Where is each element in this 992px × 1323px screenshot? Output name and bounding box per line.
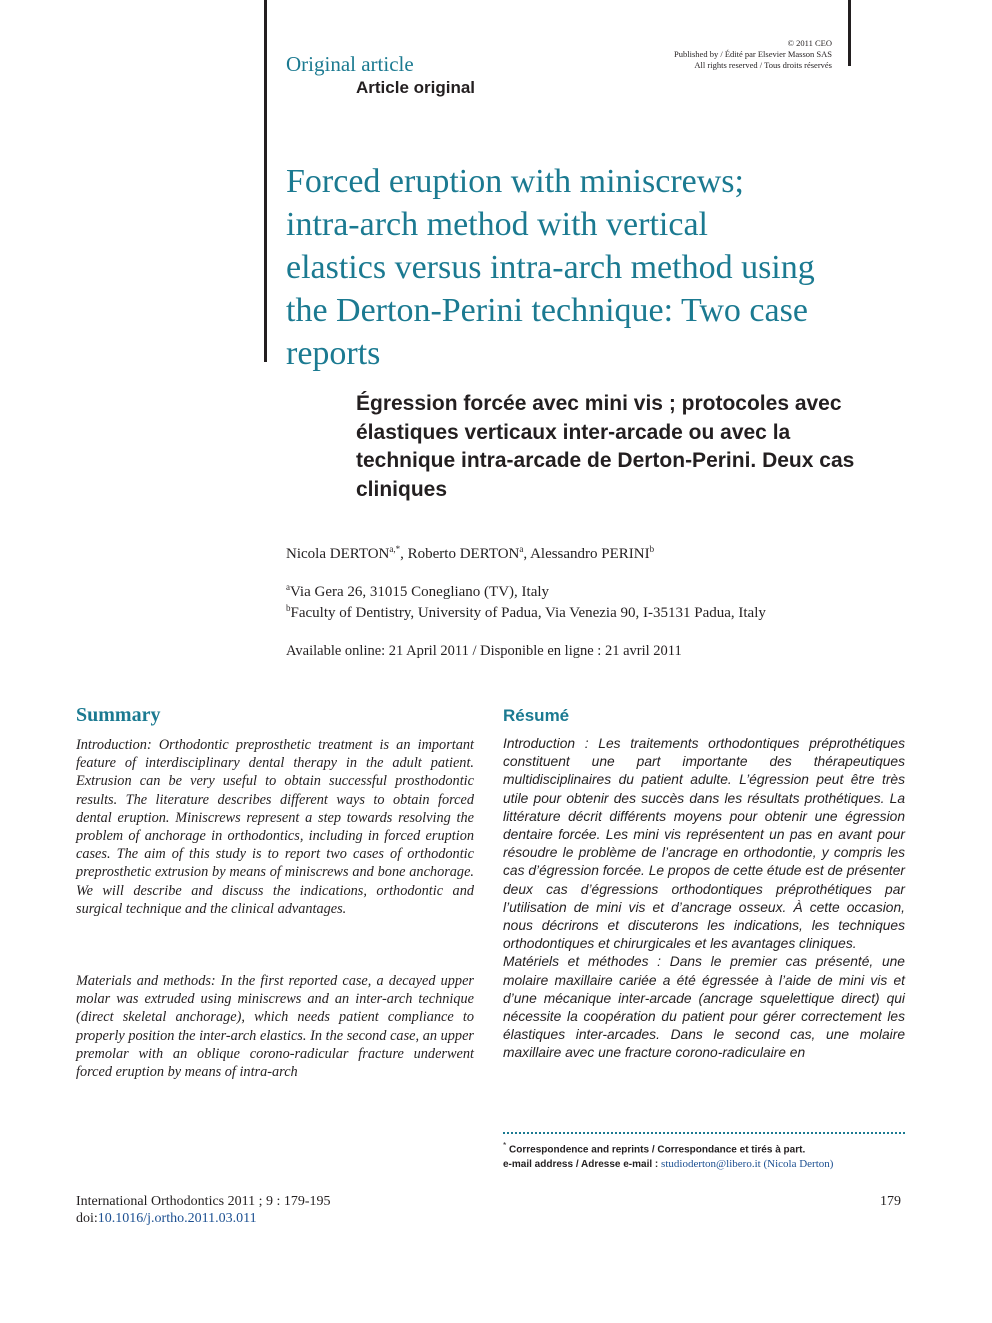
affiliation-b [286,603,766,622]
subtitle-line: technique intra-arcade de Derton-Perini. Deux cas [356,449,855,472]
email-label: e-mail address / Adresse e-mail : [503,1159,659,1171]
affiliation-mark: a [286,582,290,592]
affiliation-text: Via Gera 26, 31015 Conegliano (TV), Italy [290,584,550,600]
summary-methods: Materials and methods: In the first reported case, a decayed upper molar was extruded using miniscrews and an inter-arch technique (direct skeletal anchorage), which needs patient compliance to properly position the inter-arch elastics. In the second case, an upper premolar with an oblique corono-radicular fracture underwent forced eruption by means of intra-arch [76,973,474,1081]
author-affil-mark: a [519,544,524,554]
resume-introduction: Introduction : Les traitements orthodontiques préprothétiques constituent une part importante des thérapeutiques multidisciplinaires du patient adulte. L’égression peut être très utile pour obtenir des succès dans les résultats prothétiques. La littérature décrit différents moyens pour obtenir une égression dentaire forcée. Les mini vis représentent un pas en avant pour résoudre le problème de l’ancrage en orthodontie, y compris les cas d’égression forcée. Le propos de cette étude est de présenter deux cas d’égressions orthodontiques préprothétiques par l’utilisation de mini vis et d’ancrage osseux. À cette occasion, nous décrirons et discuterons les indications, les techniques orthodontiques et chirurgicales et les avantages cliniques. [503,736,905,952]
journal-reference: International Orthodontics 2011 ; 9 : 179-195 [76,1194,331,1209]
correspondence-label: Correspondence and reprints / Correspondance et tirés à part. [509,1144,806,1156]
subtitle-line: Égression forcée avec mini vis ; protocoles avec [356,392,842,415]
copyright-line: Published by / Édité par Elsevier Masson SAS [674,49,832,59]
email-link[interactable]: studioderton@libero.it [661,1158,761,1171]
title-line: intra-arch method with vertical [286,206,708,243]
correspondence-star: * [503,1140,507,1150]
title-line: the Derton-Perini technique: Two case [286,292,808,329]
subtitle-line: élastiques verticaux inter-arcade ou avec la [356,420,791,444]
availability-date: Available online: 21 April 2011 / Disponible en ligne : 21 avril 2011 [286,643,682,659]
author-separator: , [523,546,531,562]
subtitle-line: cliniques [356,477,448,501]
author-list [286,544,654,563]
summary-introduction: Introduction: Orthodontic preprosthetic treatment is an important feature of interdisciplinary dental therapy in the adult patient. Extrusion can be very useful to obtain successful prosthodontic results. The literature describes different ways to obtain forced dental eruption. Miniscrews represent a step towards resolving the problem of anchorage in orthodontics, including in forced eruption cases. The aim of this study is to report two cases of orthodontic preprosthetic extrusion by means of miniscrews and bone anchorage. We will describe and discuss the indications, orthodontic and surgical technique and the clinical advantages. [76,737,474,917]
copyright-notice [674,38,832,71]
title-line: elastics versus intra-arch method using [286,249,815,286]
header-left-rule [264,0,267,362]
article-subtitle-fr [356,390,916,504]
copyright-line: All rights reserved / Tous droits réservés [694,60,832,70]
affiliation-mark: b [286,603,291,613]
title-line: Forced eruption with miniscrews; [286,163,744,200]
affiliation-a [286,582,549,601]
doi-line [76,1211,331,1228]
author-separator: , [400,546,408,562]
article-type-en: Original article [286,52,414,76]
doi-prefix: doi: [76,1210,98,1226]
author-affil-mark: b [649,544,655,554]
journal-citation [76,1194,331,1227]
resume-body [503,735,905,1063]
copyright-line: © 2011 CEO [787,38,832,48]
page-number: 179 [880,1194,901,1209]
author-name: Roberto DERTON [407,546,520,562]
resume-heading: Résumé [503,706,570,725]
correspondence-line [503,1138,833,1157]
title-line: reports [286,335,381,372]
resume-methods: Matériels et méthodes : Dans le premier cas présenté, une molaire maxillaire cariée a été égressée à l’aide de mini vis et d’une mécanique inter-arcade (ancrage squelettique direct) qui nécessite la coopération du patient pour gérer correctement les élastiques inter-arcades. Dans le second cas, une molaire maxillaire avec une fracture corono-radiculaire en [503,954,905,1061]
doi-link[interactable]: 10.1016/j.ortho.2011.03.011 [97,1210,257,1226]
summary-heading: Summary [76,704,161,726]
author-affil-mark: a,* [389,544,401,554]
author-name: Alessandro PERINI [530,546,650,562]
article-title [286,160,866,375]
footnote-divider [503,1132,905,1134]
header-right-rule [848,0,851,66]
author-name: Nicola DERTON [286,546,390,562]
email-line [503,1157,833,1172]
email-owner: (Nicola Derton) [763,1158,834,1171]
correspondence-note [503,1138,833,1172]
affiliation-text: Faculty of Dentistry, University of Padua, Via Venezia 90, I-35131 Padua, Italy [290,605,766,621]
article-type-fr: Article original [356,78,476,97]
